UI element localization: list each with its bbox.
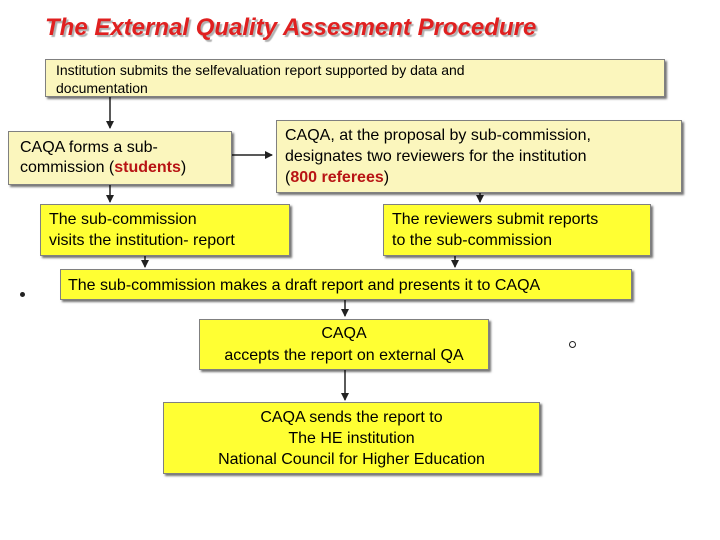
referees-highlight: 800 referees — [290, 169, 384, 186]
caqa-designates-box — [276, 120, 682, 193]
reviewers-line-2: to the sub-commission — [392, 232, 553, 249]
stray-dot-left — [20, 292, 25, 297]
draft-line-1: The sub-commission makes a draft report and presents it to CAQA — [68, 277, 541, 294]
caqa-forms-close: ) — [180, 159, 187, 176]
institution-line-1: Institution submits the selfevaluation report supported by data and — [56, 62, 465, 78]
caqa-forms-line-1: CAQA forms a sub- — [20, 139, 158, 156]
caqa-forms-line-2 — [20, 158, 231, 178]
accepts-box — [199, 319, 489, 370]
caqa-forms-box — [8, 131, 232, 185]
designates-line-3 — [285, 167, 681, 188]
designates-open: ( — [285, 169, 291, 186]
accepts-line-1: CAQA — [321, 325, 367, 342]
visits-box — [40, 204, 290, 256]
stray-ring-right — [569, 341, 576, 348]
designates-line-2: designates two reviewers for the institution — [285, 148, 587, 165]
students-highlight: students — [114, 159, 181, 176]
sends-line-3: National Council for Higher Education — [218, 451, 485, 468]
reviewers-line-1: The reviewers submit reports — [392, 211, 599, 228]
sends-line-1: CAQA sends the report to — [260, 409, 443, 426]
designates-line-1: CAQA, at the proposal by sub-commission, — [285, 127, 591, 144]
draft-report-box — [60, 269, 632, 300]
sends-line-2: The HE institution — [288, 430, 415, 447]
page-title: The External Quality Assesment Procedure — [45, 14, 537, 41]
institution-submits-box — [45, 59, 665, 97]
visits-line-2: visits the institution- report — [49, 232, 235, 249]
institution-line-2: documentation — [56, 80, 148, 96]
sends-report-box — [163, 402, 540, 474]
accepts-line-2: accepts the report on external QA — [224, 347, 464, 364]
caqa-forms-text: commission ( — [20, 159, 115, 176]
designates-close: ) — [383, 169, 390, 186]
reviewers-box — [383, 204, 651, 256]
visits-line-1: The sub-commission — [49, 211, 197, 228]
